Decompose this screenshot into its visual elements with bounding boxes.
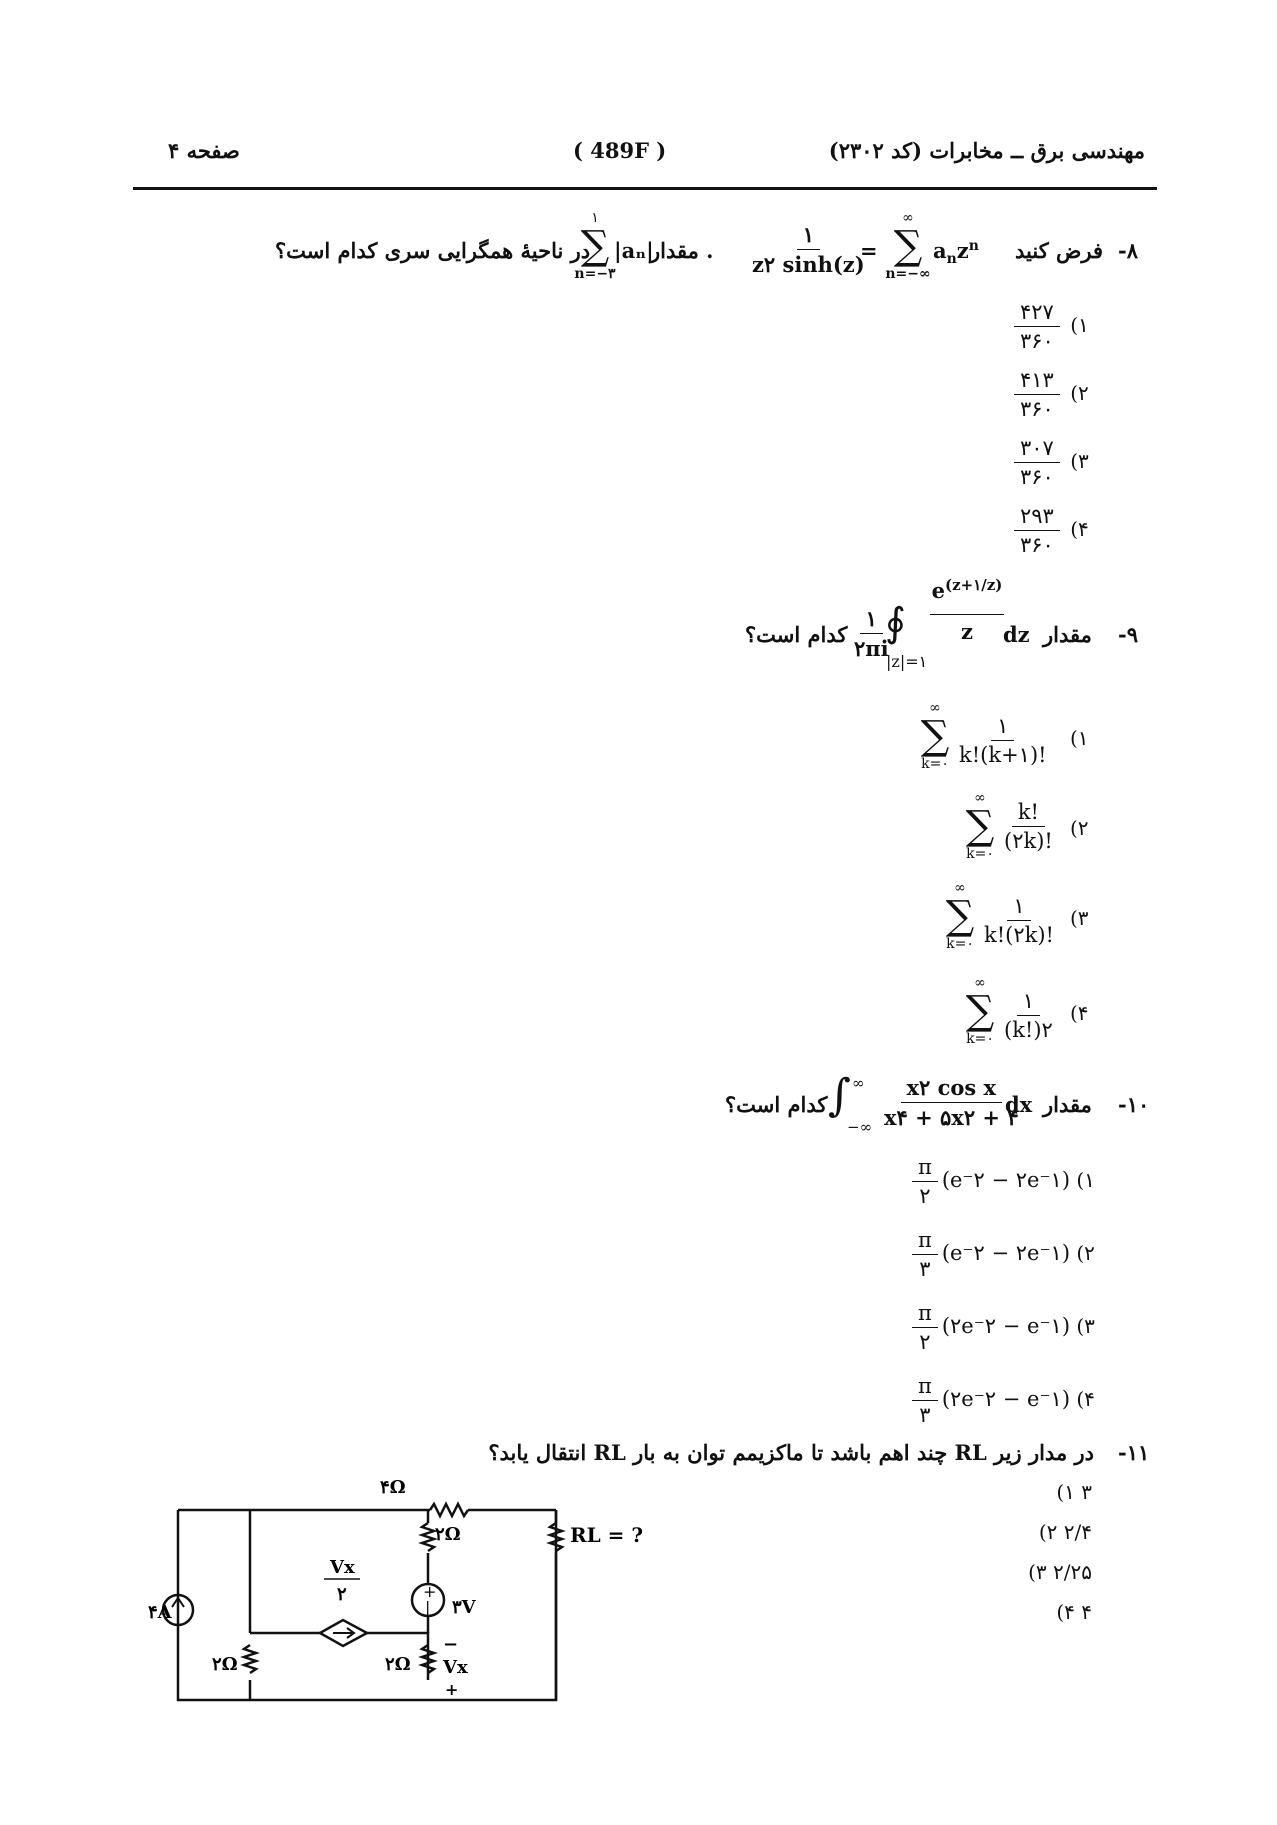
q10-option-4[interactable]: π ۳ (۲e⁻۲ − e⁻۱) (۴ [908,1374,1095,1427]
q10-number: -۱۰ [1118,1092,1150,1117]
label-vx: Vx [443,1657,468,1678]
label-load: RL = ? [570,1523,644,1547]
contour-integral-icon: ∮ [885,600,906,646]
label-r-left: ۲Ω [212,1654,238,1675]
circuit-diagram [110,1455,670,1705]
label-vx-minus: − [443,1634,459,1655]
q8-option-3[interactable]: ۳۰۷ ۳۶۰ (۳ [1010,436,1070,489]
integral-icon: ∫ [828,1070,851,1121]
q10-option-2[interactable]: π ۳ (e⁻۲ − ۲e⁻۱) (۲ [908,1228,1095,1281]
q9-prefix: مقدار [1043,622,1092,647]
q9-suffix: کدام است؟ [745,622,848,647]
q10-lower: −∞ [847,1118,873,1136]
label-vx-plus: + [445,1680,459,1699]
q8-option-2[interactable]: ۴۱۳ ۳۶۰ (۲ [1010,368,1070,421]
q8-abs: |aₙ| [614,238,654,263]
resistor-2ohm-top [422,1523,434,1551]
label-r-mid-top: ۲Ω [435,1524,461,1545]
q10-upper: ∞ [852,1074,865,1092]
q10-option-1[interactable]: π ۲ (e⁻۲ − ۲e⁻۱) (۱ [908,1155,1095,1208]
q8-term: $a_nz^n$ [933,238,979,268]
q10-fraction: $\frac{\text{x۲ cos x}}{x۴ + ۵x۲ + ۴}$ [884,1075,1019,1130]
vs-plus: + [423,1582,437,1601]
q8-suffix: در ناحیهٔ همگرایی سری کدام است؟ [275,238,591,263]
q11-text: در مدار زیر RL چند اهم باشد تا ماکزیمم توان به بار RL انتقال یابد؟ [488,1440,1094,1465]
q9-number: -۹ [1118,622,1138,647]
q10-dx: dx [1005,1092,1033,1117]
q9-contour: |z|=۱ [886,652,928,671]
header-code: ( 489F ) [573,138,667,163]
label-dep-num: Vx [330,1557,355,1578]
q10-prefix: مقدار [1043,1092,1092,1117]
q11-number: -۱۱ [1118,1440,1150,1465]
q9-dz: dz [1003,622,1030,647]
q9-integrand: $e^{(z+۱/z)}$ z [931,576,1003,644]
q11-option-3[interactable]: (۳ ۲/۲۵ [1028,1560,1092,1584]
q8-fraction: ۱ z۲ sinh(z) [752,222,865,277]
q8-sum2: ۱ ∑ n=−۳ [574,210,616,282]
label-current: ۴A [148,1602,172,1623]
q8-middle: . مقدار [650,238,714,263]
q11-option-4[interactable]: (۴ ۴ [1056,1600,1092,1624]
q8-option-4[interactable]: ۲۹۳ ۳۶۰ (۴ [1010,504,1070,557]
label-voltage: ۳V [452,1597,476,1618]
label-r-top: ۴Ω [380,1477,406,1498]
label-dep-den: ۲ [337,1584,347,1605]
resistor-2ohm-left [244,1645,256,1673]
label-r-mid-bottom: ۲Ω [385,1654,411,1675]
q9-fraction: ۱ ۲πi [854,606,889,661]
svg-text:|: | [425,1598,431,1617]
header-page: صفحه ۴ [168,138,240,163]
resistor-4ohm [430,1504,468,1516]
q8-number: -۸ [1118,238,1138,263]
q10-suffix: کدام است؟ [725,1092,828,1117]
q8-sum: ∞ ∑ n=−∞ [885,210,931,282]
header-rule [133,187,1157,190]
q8-prefix: فرض کنید [1015,238,1104,263]
q11-option-2[interactable]: (۲ ۲/۴ [1038,1520,1092,1544]
q8-option-1[interactable]: ۴۲۷ ۳۶۰ (۱ [1010,300,1070,353]
q10-option-3[interactable]: π ۲ (۲e⁻۲ − e⁻۱) (۳ [908,1301,1095,1354]
header-course: مهندسی برق ــ مخابرات (کد ۲۳۰۲) [828,138,1145,163]
q11-option-1[interactable]: (۱ ۳ [1056,1480,1092,1504]
